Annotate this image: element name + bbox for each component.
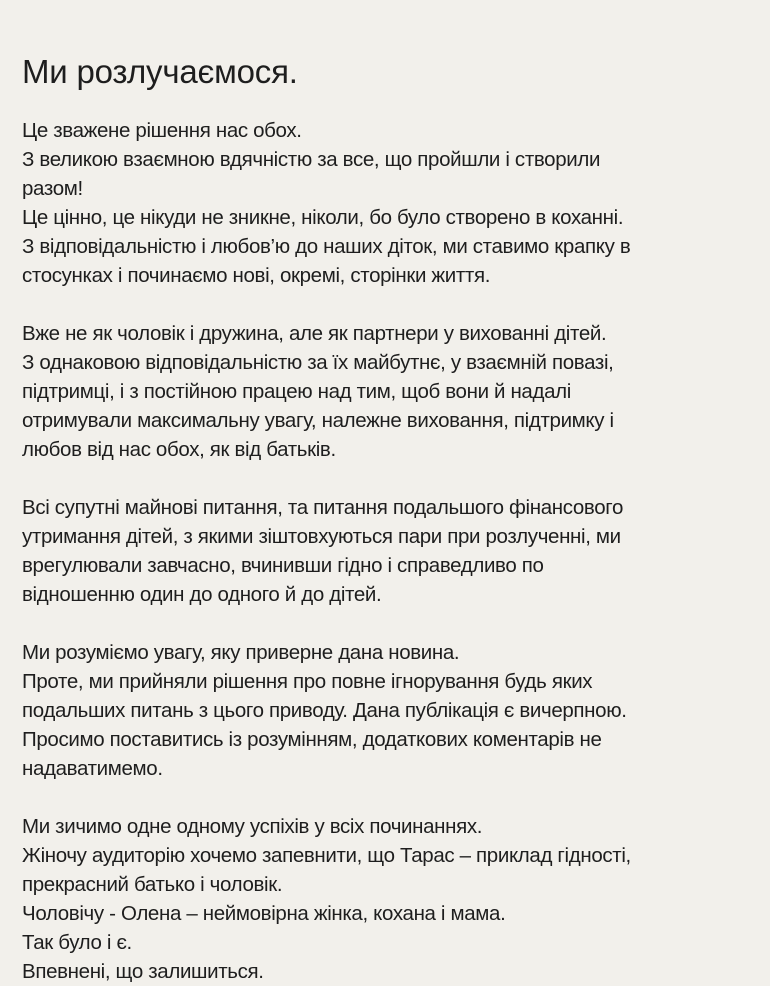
text-line: надаватимемо. [22,757,163,780]
paragraph-decision [22,116,748,290]
text-line: Проте, ми прийняли рішення про повне ігнорування будь яких [22,670,593,693]
text-line: Це цінно, це нікуди не зникне, ніколи, бо було створено в коханні. [22,206,624,229]
text-line: стосунках і починаємо нові, окремі, сторінки життя. [22,264,491,287]
paragraph-no-comments [22,638,748,783]
text-line: отримували максимальну увагу, належне виховання, підтримку і [22,409,614,432]
text-line: З великою взаємною вдячністю за все, що пройшли і створили [22,148,601,171]
paragraph-coparenting [22,319,748,464]
text-line: З однаковою відповідальністю за їх майбутнє, у взаємній повазі, [22,351,614,374]
text-line: разом! [22,177,83,200]
paragraph-wishes [22,812,748,986]
text-line: Так було і є. [22,931,132,954]
paragraph-property [22,493,748,609]
text-line: прекрасний батько і чоловік. [22,873,283,896]
text-line: Ми розуміємо увагу, яку приверне дана новина. [22,641,460,664]
text-line: Це зважене рішення нас обох. [22,119,302,142]
text-line: Чоловічу - Олена – неймовірна жінка, кохана і мама. [22,902,506,925]
text-line: Всі супутні майнові питання, та питання подальшого фінансового [22,496,624,519]
text-line: Жіночу аудиторію хочемо запевнити, що Тарас – приклад гідності, [22,844,631,867]
text-line: відношенню один до одного й до дітей. [22,583,382,606]
text-line: любов від нас обох, як від батьків. [22,438,336,461]
text-line: підтримці, і з постійною працею над тим, щоб вони й надалі [22,380,571,403]
text-line: Впевнені, що залишиться. [22,960,264,983]
text-line: Вже не як чоловік і дружина, але як партнери у вихованні дітей. [22,322,607,345]
text-line: Ми зичимо одне одному успіхів у всіх починаннях. [22,815,483,838]
text-line: врегулювали завчасно, вчинивши гідно і справедливо по [22,554,544,577]
text-line: З відповідальністю і любов’ю до наших діток, ми ставимо крапку в [22,235,631,258]
text-line: подальших питань з цього приводу. Дана публікація є вичерпною. [22,699,627,722]
text-line: Просимо поставитись із розумінням, додаткових коментарів не [22,728,602,751]
text-line: утримання дітей, з якими зіштовхуються пари при розлученні, ми [22,525,621,548]
page-title: Ми розлучаємося. [22,53,298,90]
